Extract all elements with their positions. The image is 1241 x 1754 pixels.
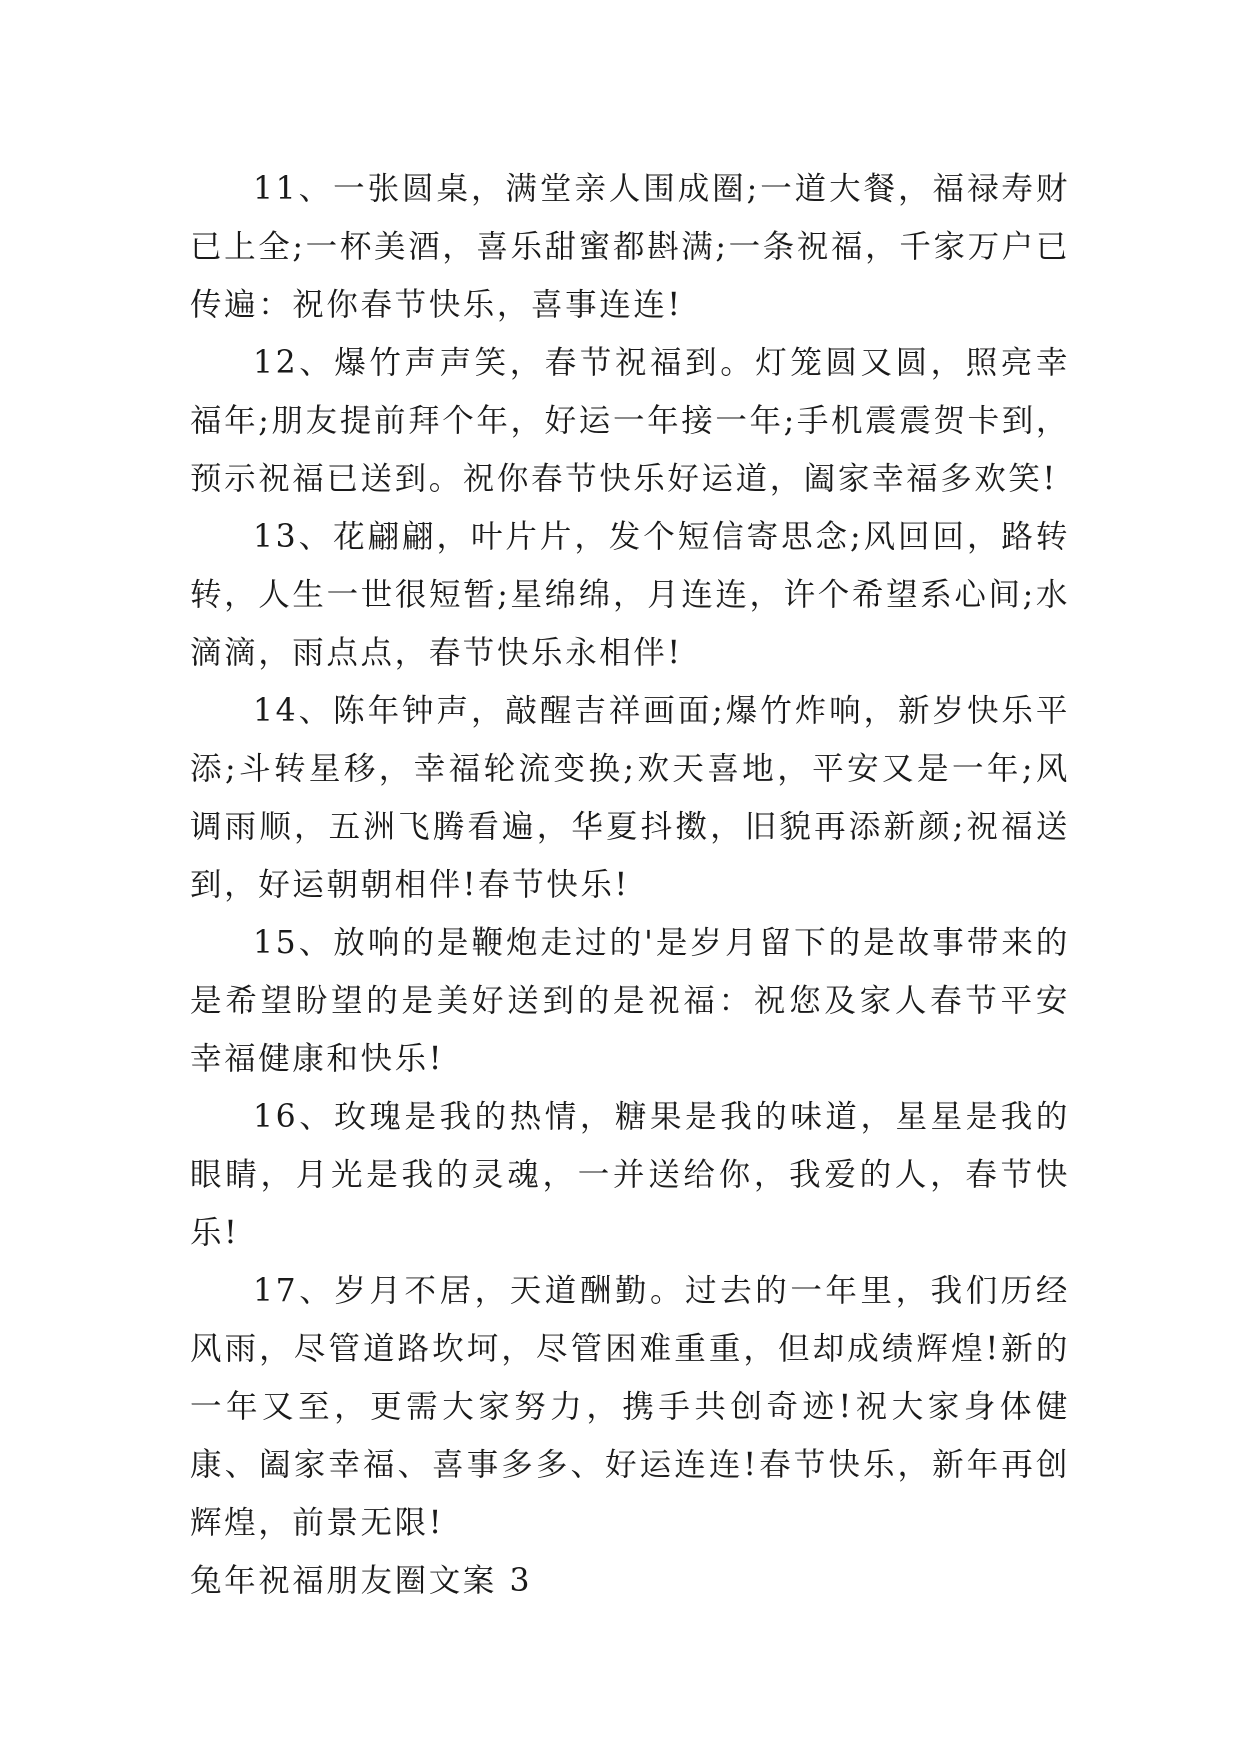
section-heading: 兔年祝福朋友圈文案 3 (190, 1563, 533, 1599)
paragraph-12: 12、爆竹声声笑，春节祝福到。灯笼圆又圆，照亮幸福年;朋友提前拜个年，好运一年接一年;手机震震贺卡到，预示祝福已送到。祝你春节快乐好运道，阖家幸福多欢笑! (190, 345, 1070, 497)
paragraph-16: 16、玫瑰是我的热情，糖果是我的味道，星星是我的眼睛，月光是我的灵魂，一并送给你，我爱的人，春节快乐! (190, 1099, 1070, 1251)
paragraph-11: 11、一张圆桌，满堂亲人围成圈;一道大餐，福禄寿财已上全;一杯美酒，喜乐甜蜜都斟满;一条祝福，千家万户已传遍：祝你春节快乐，喜事连连! (190, 171, 1070, 323)
paragraph-14: 14、陈年钟声，敲醒吉祥画面;爆竹炸响，新岁快乐平添;斗转星移，幸福轮流变换;欢天喜地，平安又是一年;风调雨顺，五洲飞腾看遍，华夏抖擞，旧貌再添新颜;祝福送到，好运朝朝相伴!春节快乐! (190, 693, 1070, 903)
document-body (190, 160, 1070, 1610)
paragraph-17: 17、岁月不居，天道酬勤。过去的一年里，我们历经风雨，尽管道路坎坷，尽管困难重重，但却成绩辉煌!新的一年又至，更需大家努力，携手共创奇迹!祝大家身体健康、阖家幸福、喜事多多、好运连连!春节快乐，新年再创辉煌，前景无限! (190, 1273, 1070, 1541)
paragraph-13: 13、花翩翩，叶片片，发个短信寄思念;风回回，路转转，人生一世很短暂;星绵绵，月连连，许个希望系心间;水滴滴，雨点点，春节快乐永相伴! (190, 519, 1070, 671)
paragraph-15: 15、放响的是鞭炮走过的'是岁月留下的是故事带来的是希望盼望的是美好送到的是祝福：祝您及家人春节平安幸福健康和快乐! (190, 925, 1070, 1077)
